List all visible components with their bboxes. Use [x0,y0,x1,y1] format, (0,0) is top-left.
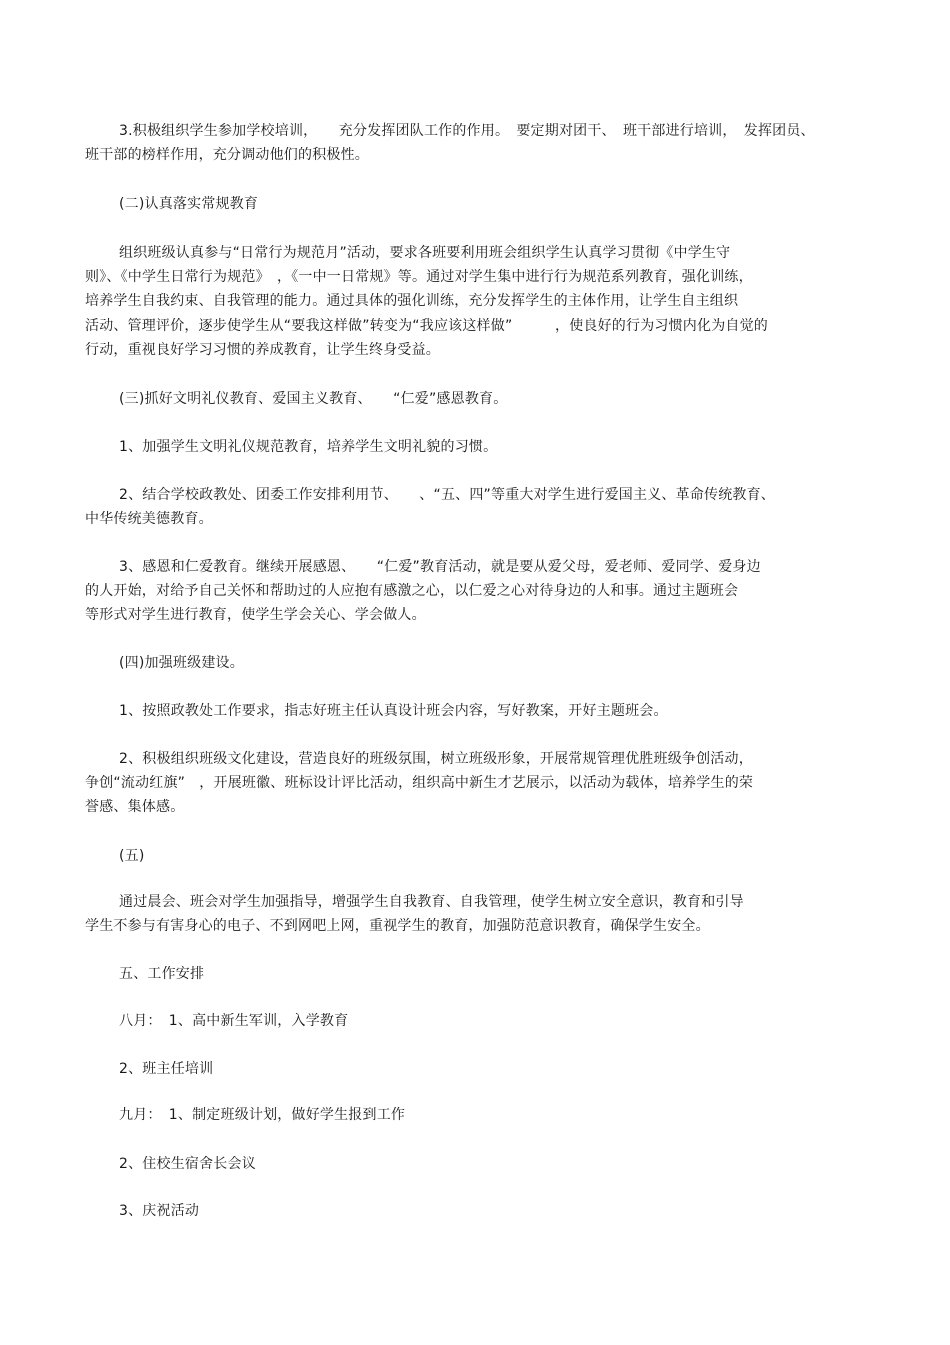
schedule-item: 2、班主任培训 [119,1061,214,1077]
paragraph-line: 誉感、集体感。 [85,799,185,815]
paragraph-line: 班干部的榜样作用，充分调动他们的积极性。 [85,147,369,163]
paragraph-line: 中华传统美德教育。 [85,511,213,527]
paragraph-line: 行动，重视良好学习习惯的养成教育，让学生终身受益。 [85,342,440,358]
paragraph-line: 通过晨会、班会对学生加强指导，增强学生自我教育、自我管理，使学生树立安全意识，教育和引导 [119,894,744,910]
section-heading: (四)加强班级建设。 [119,655,244,671]
paragraph-line: 1、按照政教处工作要求，指志好班主任认真设计班会内容，写好教案，开好主题班会。 [119,703,668,719]
paragraph-line: 争创“流动红旗” ，开展班徽、班标设计评比活动，组织高中新生才艺展示，以活动为载体，培养学生的荣 [85,775,754,791]
schedule-item: 九月： 1、制定班级计划，做好学生报到工作 [119,1107,406,1123]
paragraph-line: 学生不参与有害身心的电子、不到网吧上网，重视学生的教育，加强防范意识教育，确保学生安全。 [85,918,710,934]
paragraph-line: 组织班级认真参与“日常行为规范月”活动，要求各班要利用班会组织学生认真学习贯彻《中学生守 [119,245,731,261]
section-heading: (五) [119,848,145,864]
section-heading: (三)抓好文明礼仪教育、爱国主义教育、 “仁爱”感恩教育。 [119,391,508,407]
paragraph-line: 1、加强学生文明礼仪规范教育，培养学生文明礼貌的习惯。 [119,439,498,455]
paragraph-line: 3、感恩和仁爱教育。继续开展感恩、 “仁爱”教育活动，就是要从爱父母，爱老师、爱同学、爱身边 [119,559,761,575]
section-heading: (二)认真落实常规教育 [119,196,259,212]
paragraph-line: 2、积极组织班级文化建设，营造良好的班级氛围，树立班级形象，开展常规管理优胜班级争创活动， [119,751,753,767]
paragraph-line: 则》、《中学生日常行为规范》 ，《一中一日常规》等。通过对学生集中进行行为规范系列教育，强化训练， [85,269,753,285]
schedule-item: 2、住校生宿舍长会议 [119,1156,256,1172]
paragraph-line: 活动、管理评价，逐步使学生从“要我这样做”转变为“我应该这样做” ，使良好的行为习惯内化为自觉的 [85,318,769,334]
section-heading: 五、工作安排 [119,966,205,982]
paragraph-line: 等形式对学生进行教育，使学生学会关心、学会做人。 [85,607,426,623]
paragraph-line: 培养学生自我约束、自我管理的能力。通过具体的强化训练，充分发挥学生的主体作用，让学生自主组织 [85,293,739,309]
schedule-item: 3、庆祝活动 [119,1203,200,1219]
paragraph-line: 2、结合学校政教处、团委工作安排利用节、 、“五、四”等重大对学生进行爱国主义、革命传统教育、 [119,487,776,503]
paragraph-line: 3.积极组织学生参加学校培训， 充分发挥团队工作的作用。 要定期对团干、 班干部进行培训， 发挥团员、 [119,123,815,139]
paragraph-line: 的人开始，对给予自己关怀和帮助过的人应抱有感激之心，以仁爱之心对待身边的人和事。通过主题班会 [85,583,739,599]
schedule-item: 八月： 1、高中新生军训，入学教育 [119,1013,349,1029]
